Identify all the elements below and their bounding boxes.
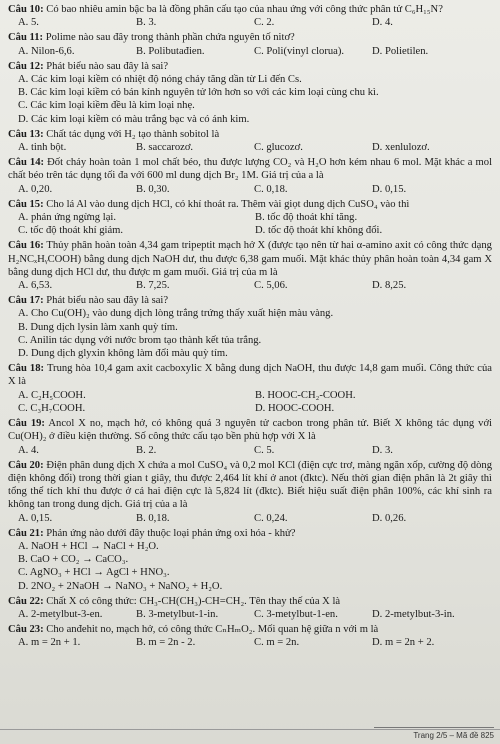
question-head [8, 417, 492, 443]
question-head [8, 595, 492, 608]
answer-option-b: B. CaO + CO₂ → CaCO₃. [18, 554, 129, 566]
question-stem: Polime nào sau đây trong thành phần chứa nguyên tố nitơ? [45, 32, 295, 44]
question-stem: Phát biểu nào sau đây là sai? [46, 295, 169, 307]
question-stem: Đốt cháy hoàn toàn 1 mol chất béo, thu được lượng CO₂ và H₂O hơn kém nhau 6 mol. Mặt khác a mol chất béo trên tác dụng tối đa với 600 ml dung dịch Br₂ 1M. Giá trị của a là [8, 157, 493, 182]
answer-option-d: D. 0,15. [372, 183, 407, 195]
question-head [8, 198, 492, 211]
question-head [8, 459, 492, 512]
answer-option-c: C. m = 2n. [254, 637, 300, 649]
answer-option-b: B. 3-metylbut-1-in. [136, 608, 219, 620]
question-14 [8, 156, 492, 196]
answer-options [8, 636, 492, 649]
answer-option-d: D. Các kim loại kiềm có màu trắng bạc và có ánh kim. [18, 113, 250, 125]
answer-options [8, 45, 492, 58]
answer-option-a: A. 5. [18, 17, 39, 29]
question-17 [8, 294, 492, 360]
answer-option-b: B. saccarozơ. [136, 142, 194, 154]
answer-option-d: D. 4. [372, 17, 393, 29]
question-13 [8, 128, 492, 154]
question-head [8, 294, 492, 307]
question-head [8, 31, 492, 44]
question-number: Câu 14: [8, 157, 45, 169]
answer-options [8, 389, 492, 415]
question-15 [8, 198, 492, 238]
question-number: Câu 11: [8, 32, 44, 44]
question-12 [8, 60, 492, 126]
answer-option-c: C. 0,18. [254, 183, 288, 195]
answer-options [8, 211, 492, 237]
answer-option-a: A. 4. [18, 444, 39, 456]
answer-option-b: B. Các kim loại kiềm có bán kính nguyên tử lớn hơn so với các kim loại cùng chu kì. [18, 87, 379, 99]
answer-option-d: D. 8,25. [372, 280, 407, 292]
answer-option-d: D. 2-metylbut-3-in. [372, 608, 455, 620]
answer-options [8, 279, 492, 292]
answer-option-d: D. xenlulozơ. [372, 142, 430, 154]
question-head [8, 527, 492, 540]
question-stem: Điện phân dung dịch X chứa a mol CuSO₄ và 0,2 mol KCl (điện cực trơ, màng ngăn xốp, cường độ dòng điện không đổi) trong thời gian t giây, thu được 2,464 lít khí ở anot (đktc). Nếu thời gian điện phân là 2t giây thì tổng thể tích khí thu được ở cả hai điện cực là 5,824 lít (đktc). Biết hiệu suất điện phân 100%, các khí sinh ra không tan trong dung dịch. Giá trị của a là [8, 459, 492, 511]
answer-option-a: A. Cho Cu(OH)₂ vào dung dịch lòng trắng trứng thấy xuất hiện màu vàng. [18, 308, 334, 320]
question-number: Câu 17: [8, 295, 44, 307]
answer-option-c: C. 3-metylbut-1-en. [254, 608, 338, 620]
answer-option-c: C. Anilin tác dụng với nước brom tạo thành kết tủa trắng. [18, 334, 262, 346]
question-head [8, 623, 492, 636]
question-number: Câu 10: [8, 4, 44, 15]
question-stem: Trung hòa 10,4 gam axit cacboxylic X bằng dung dịch NaOH, thu được 14,8 gam muối. Công thức của X là [8, 363, 492, 388]
question-21 [8, 527, 492, 593]
answer-option-a: A. Nilon-6,6. [18, 45, 75, 57]
question-head [8, 362, 492, 388]
question-10 [8, 3, 492, 29]
answer-option-d: D. 3. [372, 444, 393, 456]
answer-option-b: B. Dung dịch lysin làm xanh quỳ tím. [18, 321, 178, 333]
answer-option-c: C. Poli(vinyl clorua). [254, 45, 345, 57]
answer-option-b: B. 7,25. [136, 280, 170, 292]
question-16 [8, 239, 492, 292]
answer-option-b: B. 3. [136, 17, 157, 29]
answer-option-c: C. glucozơ. [254, 142, 303, 154]
answer-option-a: A. 0,20. [18, 183, 53, 195]
question-stem: Ancol X no, mạch hở, có không quá 3 nguyên tử cacbon trong phân tử. Biết X không tác dụng với Cu(OH)₂ ở điều kiện thường. Số công thức cấu tạo bền phù hợp với X là [8, 418, 493, 443]
answer-option-a: A. C₂H₅COOH. [18, 389, 86, 401]
question-22 [8, 595, 492, 621]
answer-options [8, 540, 492, 593]
answer-option-a: A. phản ứng ngừng lại. [18, 212, 116, 224]
answer-options [8, 141, 492, 154]
answer-option-c: C. Các kim loại kiềm đều là kim loại nhẹ. [18, 100, 195, 112]
answer-option-b: B. tốc độ thoát khí tăng. [255, 212, 358, 224]
answer-options [8, 444, 492, 457]
answer-option-d: D. HOOC-COOH. [255, 402, 335, 414]
question-18 [8, 362, 492, 415]
question-number: Câu 23: [8, 624, 44, 636]
answer-option-d: D. Dung dịch glyxin không làm đổi màu quỳ tím. [18, 348, 228, 360]
answer-option-c: C. 0,24. [254, 512, 288, 524]
question-stem: Phát biểu nào sau đây là sai? [46, 60, 169, 72]
answer-option-b: B. HOOC-CH₂-COOH. [255, 389, 356, 401]
question-head [8, 239, 492, 279]
answer-option-a: A. Các kim loại kiềm có nhiệt độ nóng chảy tăng dần từ Li đến Cs. [18, 74, 302, 86]
answer-option-d: D. Polietilen. [372, 45, 429, 57]
answer-options [8, 183, 492, 196]
answer-option-c: C. 5,06. [254, 280, 288, 292]
question-head [8, 3, 492, 16]
question-stem: Thủy phân hoàn toàn 4,34 gam tripeptit mạch hở X (được tạo nên từ hai α-amino axit có công thức dạng H₂NCₓHᵧCOOH) bằng dung dịch NaOH dư, thu được 6,38 gam muối. Mặt khác thủy phân hoàn toàn 4,34 gam X bằng dung dịch HCl dư, thu được m gam muối. Giá trị của m là [8, 240, 492, 278]
answer-option-c: C. AgNO₃ + HCl → AgCl + HNO₃. [18, 567, 170, 579]
answer-option-b: B. 0,30. [136, 183, 170, 195]
answer-option-a: A. 6,53. [18, 280, 53, 292]
answer-option-d: D. 0,26. [372, 512, 407, 524]
answer-option-c: C. C₃H₇COOH. [18, 402, 86, 414]
question-stem: Chất X có công thức: CH₃-CH(CH₃)-CH=CH₂. Tên thay thế của X là [46, 595, 341, 607]
answer-option-d: D. 2NO₂ + 2NaOH → NaNO₃ + NaNO₂ + H₂O. [18, 580, 223, 592]
question-list [8, 3, 492, 650]
answer-option-d: D. m = 2n + 2. [372, 637, 435, 649]
question-stem: Cho lá Al vào dung dịch HCl, có khí thoát ra. Thêm vài giọt dung dịch CuSO₄ vào thì [46, 198, 410, 210]
question-number: Câu 16: [8, 240, 44, 252]
answer-options [8, 73, 492, 126]
answer-options [8, 512, 492, 525]
question-number: Câu 13: [8, 128, 44, 140]
answer-option-a: A. tinh bột. [18, 142, 67, 154]
answer-option-c: C. 2. [254, 17, 275, 29]
answer-option-b: B. m = 2n - 2. [136, 637, 196, 649]
answer-options [8, 307, 492, 360]
answer-option-a: A. 2-metylbut-3-en. [18, 608, 103, 620]
question-head [8, 156, 492, 182]
answer-option-a: A. NaOH + HCl → NaCl + H₂O. [18, 540, 159, 552]
answer-option-a: A. m = 2n + 1. [18, 637, 81, 649]
question-23 [8, 623, 492, 649]
answer-options [8, 16, 492, 29]
answer-option-d: D. tốc độ thoát khí không đổi. [255, 225, 383, 237]
answer-option-c: C. 5. [254, 444, 275, 456]
question-stem: Có bao nhiêu amin bậc ba là đồng phân cấu tạo của nhau ứng với công thức phân tử C₆H₁₅N? [46, 4, 443, 15]
answer-option-a: A. 0,15. [18, 512, 53, 524]
question-number: Câu 19: [8, 418, 45, 430]
question-head [8, 60, 492, 73]
question-number: Câu 15: [8, 198, 44, 210]
question-stem: Phản ứng nào dưới đây thuộc loại phản ứng oxi hóa - khử? [46, 527, 296, 539]
answer-option-c: C. tốc độ thoát khí giảm. [18, 225, 124, 237]
question-number: Câu 18: [8, 363, 45, 375]
answer-option-b: B. 0,18. [136, 512, 170, 524]
question-11 [8, 31, 492, 57]
answer-option-b: B. Polibutađien. [136, 45, 205, 57]
answer-option-b: B. 2. [136, 444, 157, 456]
question-number: Câu 20: [8, 459, 44, 471]
question-19 [8, 417, 492, 457]
page-footer: Trang 2/5 – Mã đề 825 [374, 727, 494, 742]
question-20 [8, 459, 492, 525]
answer-options [8, 608, 492, 621]
question-number: Câu 22: [8, 595, 44, 607]
question-stem: Chất tác dụng với H₂ tạo thành sobitol là [46, 128, 220, 140]
question-number: Câu 12: [8, 60, 44, 72]
question-head [8, 128, 492, 141]
question-number: Câu 21: [8, 527, 44, 539]
question-stem: Cho anđehit no, mạch hở, có công thức CₙHₘO₂. Mối quan hệ giữa n với m là [46, 624, 379, 636]
